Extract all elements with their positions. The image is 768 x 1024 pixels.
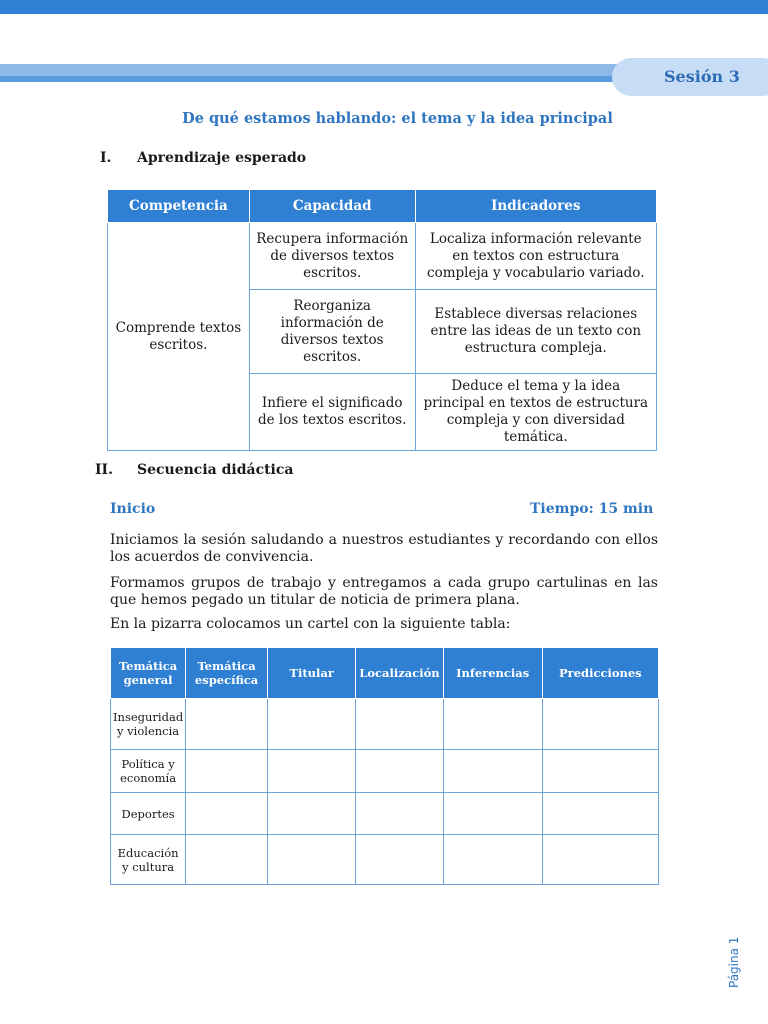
section-title: Aprendizaje esperado: [137, 150, 307, 166]
table-row: [111, 750, 659, 793]
section-number: I.: [100, 150, 112, 166]
indicador-cell: Establece diversas relaciones entre las ideas de un texto con estructura compleja.: [415, 290, 656, 374]
empty-cell[interactable]: [542, 699, 658, 750]
empty-cell[interactable]: [268, 699, 356, 750]
row-label: Política y economía: [111, 750, 186, 793]
empty-cell[interactable]: [443, 699, 542, 750]
table-row: [108, 223, 657, 290]
row-label: Deportes: [111, 793, 186, 835]
paragraph: Iniciamos la sesión saludando a nuestros estudiantes y recordando con ellos los acuerdos de convivencia.: [110, 532, 658, 565]
empty-cell[interactable]: [542, 750, 658, 793]
empty-cell[interactable]: [186, 835, 268, 885]
empty-cell[interactable]: [186, 793, 268, 835]
empty-cell[interactable]: [186, 699, 268, 750]
header-stripe-dark: [0, 76, 640, 82]
section-number: II.: [95, 462, 113, 478]
document-title: De qué estamos hablando: el tema y la idea principal: [182, 110, 613, 127]
section-title: Secuencia didáctica: [137, 462, 294, 478]
indicador-cell: Deduce el tema y la idea principal en textos de estructura compleja y con diversidad temática.: [415, 374, 656, 451]
column-header: Temática general: [111, 648, 186, 699]
row-label: Inseguridad y violencia: [111, 699, 186, 750]
inicio-label: Inicio: [110, 501, 156, 517]
empty-cell[interactable]: [356, 750, 443, 793]
learning-table: [107, 189, 657, 451]
empty-cell[interactable]: [356, 793, 443, 835]
time-label: Tiempo: 15 min: [530, 501, 654, 517]
empty-cell[interactable]: [268, 793, 356, 835]
empty-cell[interactable]: [542, 793, 658, 835]
table-row: [111, 699, 659, 750]
empty-cell[interactable]: [356, 699, 443, 750]
session-label: Sesión 3: [612, 58, 768, 96]
headline-analysis-table: [110, 647, 659, 885]
column-header: Localización: [356, 648, 443, 699]
header-stripe-light: [0, 64, 640, 76]
top-accent-bar: [0, 0, 768, 14]
indicador-cell: Localiza información relevante en textos con estructura compleja y vocabulario variado.: [415, 223, 656, 290]
empty-cell[interactable]: [443, 750, 542, 793]
column-header: Indicadores: [415, 190, 656, 223]
page-number: Página 1: [727, 936, 741, 988]
column-header: Predicciones: [542, 648, 658, 699]
paragraph: En la pizarra colocamos un cartel con la siguiente tabla:: [110, 616, 511, 632]
empty-cell[interactable]: [443, 835, 542, 885]
empty-cell[interactable]: [443, 793, 542, 835]
column-header: Titular: [268, 648, 356, 699]
empty-cell[interactable]: [186, 750, 268, 793]
table-row: [111, 835, 659, 885]
capacidad-cell: Infiere el significado de los textos escritos.: [249, 374, 415, 451]
column-header: Competencia: [108, 190, 250, 223]
empty-cell[interactable]: [268, 835, 356, 885]
column-header: Inferencias: [443, 648, 542, 699]
table-row: [111, 793, 659, 835]
competencia-cell: Comprende textos escritos.: [108, 223, 250, 451]
column-header: Temática específica: [186, 648, 268, 699]
empty-cell[interactable]: [268, 750, 356, 793]
capacidad-cell: Recupera información de diversos textos escritos.: [249, 223, 415, 290]
capacidad-cell: Reorganiza información de diversos textos escritos.: [249, 290, 415, 374]
empty-cell[interactable]: [542, 835, 658, 885]
empty-cell[interactable]: [356, 835, 443, 885]
column-header: Capacidad: [249, 190, 415, 223]
row-label: Educación y cultura: [111, 835, 186, 885]
paragraph: Formamos grupos de trabajo y entregamos a cada grupo cartulinas en las que hemos pegado un titular de noticia de primera plana.: [110, 575, 658, 608]
